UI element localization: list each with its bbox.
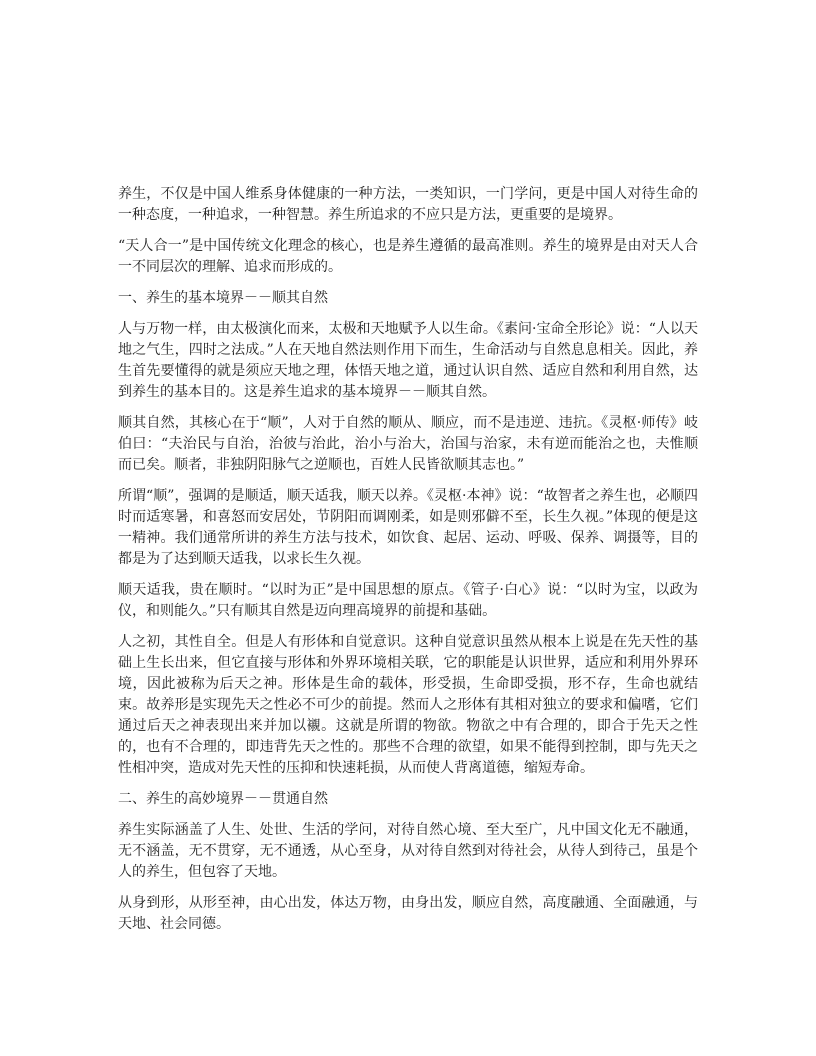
document-body — [118, 184, 698, 935]
section-heading: 二、养生的高妙境界－－贯通自然 — [118, 791, 328, 807]
paragraph: 从身到形，从形至神，由心出发，体达万物，由身出发，顺应自然，高度融通、全面融通，与天地、社会同德。 — [118, 895, 698, 932]
section-heading: 一、养生的基本境界－－顺其自然 — [118, 290, 328, 306]
paragraph: 养生实际涵盖了人生、处世、生活的学问，对待自然心境、至大至广，凡中国文化无不融通，无不涵盖，无不贯穿，无不通透，从心至身，从对待自然到对待社会，从待人到待己，虽是个人的养生，但包容了天地。 — [118, 822, 698, 880]
paragraph: “天人合一”是中国传统文化理念的核心，也是养生遵循的最高准则。养生的境界是由对天人合一不同层次的理解、追求而形成的。 — [118, 238, 698, 275]
paragraph: 人与万物一样，由太极演化而来，太极和天地赋予人以生命。《素问·宝命全形论》说：“人以天地之气生，四时之法成。”人在天地自然法则作用下而生，生命活动与自然息息相关。因此，养生首先要懂得的就是须应天地之理，体悟天地之道，通过认识自然、适应自然和利用自然，达到养生的基本目的。这是养生追求的基本境界－－顺其自然。 — [118, 321, 698, 400]
paragraph: 人之初，其性自全。但是人有形体和自觉意识。这种自觉意识虽然从根本上说是在先天性的基础上生长出来，但它直接与形体和外界环境相关联，它的职能是认识世界，适应和利用外界环境，因此被称为后天之神。形体是生命的载体，形受损，生命即受损，形不存，生命也就结束。故养形是实现先天之性必不可少的前提。然而人之形体有其相对独立的要求和偏嗜，它们通过后天之神表现出来并加以襯。这就是所谓的物欲。物欲之中有合理的，即合于先天之性的，也有不合理的，即违背先天之性的。那些不合理的欲望，如果不能得到控制，即与先天之性相冲突，造成对先天性的压抑和快速耗损，从而使人背离道德，缩短寿命。 — [118, 634, 698, 776]
paragraph: 所谓“顺”，强调的是顺适，顺天适我，顺天以养。《灵枢·本神》说：“故智者之养生也，必顺四时而适寒暑，和喜怒而安居处，节阴阳而调刚柔，如是则邪僻不至，长生久视。”体现的便是这一精神。我们通常所讲的养生方法与技术，如饮食、起居、运动、呼吸、保养、调摄等，目的都是为了达到顺天适我，以求长生久视。 — [118, 488, 698, 567]
paragraph: 顺天适我，贵在顺时。“以时为正”是中国思想的原点。《管子·白心》说：“以时为宝，以政为仪，和则能久。”只有顺其自然是迈向理高境界的前提和基础。 — [118, 582, 698, 619]
paragraph: 养生，不仅是中国人维系身体健康的一种方法，一类知识，一门学问，更是中国人对待生命的一种态度，一种追求，一种智慧。养生所追求的不应只是方法，更重要的是境界。 — [118, 186, 698, 223]
paragraph: 顺其自然，其核心在于“顺”，人对于自然的顺从、顺应，而不是违逆、违抗。《灵枢·师传》岐伯曰：“夫治民与自治，治彼与治此，治小与治大，治国与治家，未有逆而能治之也，夫惟顺而已矣。顺者，非独阴阳脉气之逆顺也，百姓人民皆欲顺其志也。” — [118, 415, 698, 473]
